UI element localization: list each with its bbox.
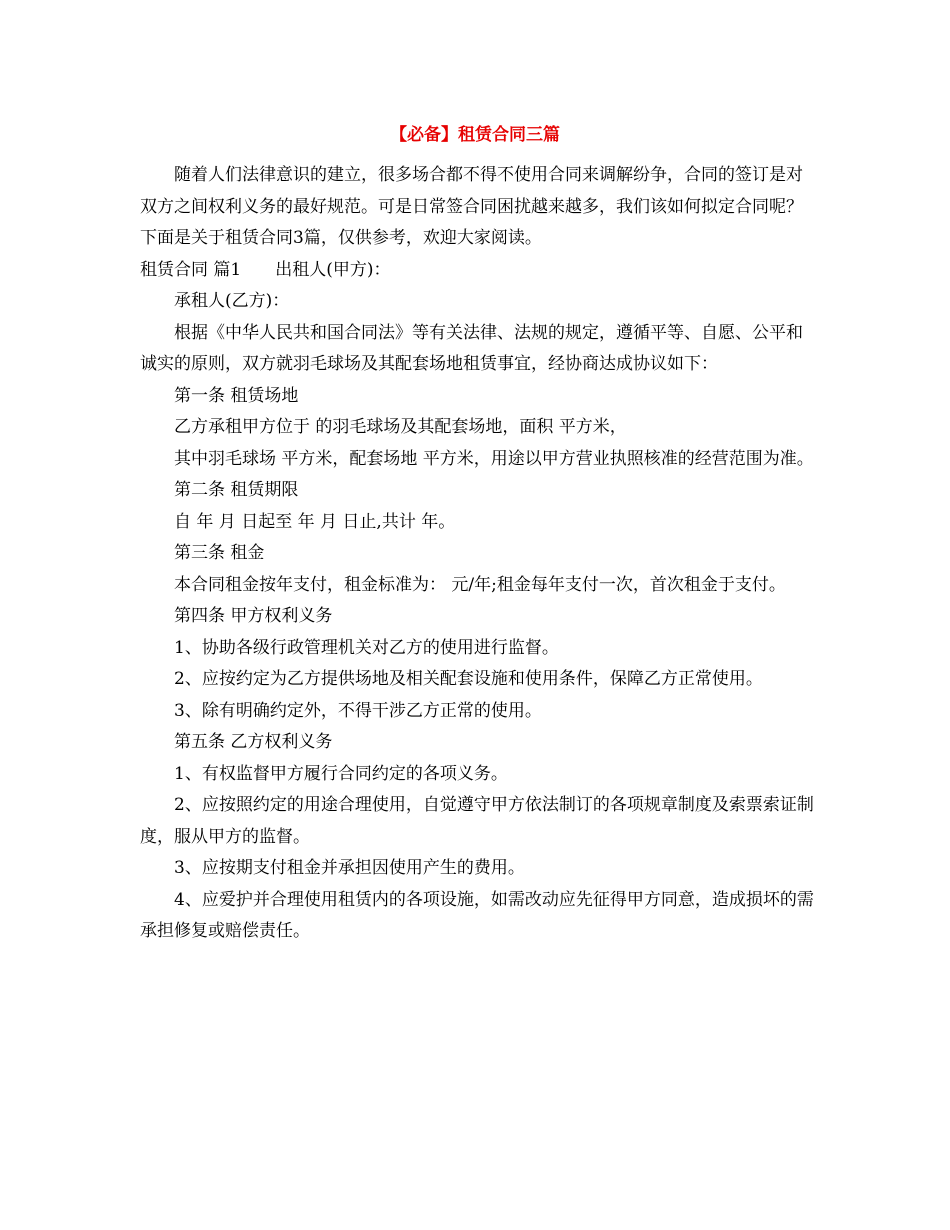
article-3-paragraph-1: 本合同租金按年支付，租金标准为： 元/年;租金每年支付一次，首次租金于支付。 [174,574,786,595]
article-2-paragraph-1: 自 年 月 日起至 年 月 日止,共计 年。 [174,511,456,532]
article-5-title: 第五条 乙方权利义务 [174,732,333,752]
lessor-label: 出租人(甲方)： [275,259,391,280]
section-heading: 租赁合同 篇1 [140,259,242,280]
article-5-item: 3、应按期支付租金并承担因使用产生的费用。 [174,858,525,878]
preamble-paragraph: 根据《中华人民共和国合同法》等有关法律、法规的规定，遵循平等、自愿、公平和诚实的原则，双方就羽毛球场及其配套场地租赁事宜，经协商达成协议如下： [140,322,803,374]
intro-paragraph: 随着人们法律意识的建立，很多场合都不得不使用合同来调解纷争，合同的签订是对双方之间权利义务的最好规范。可是日常签合同困扰越来越多，我们该如何拟定合同呢？下面是关于租赁合同3篇，仅供参考，欢迎大家阅读。 [140,165,803,248]
article-5-item: 2、应按照约定的用途合理使用，自觉遵守甲方依法制订的各项规章制度及索票索证制度，服从甲方的监督。 [140,795,814,847]
document-title: 【必备】租赁合同三篇 [390,125,560,145]
article-4-title: 第四条 甲方权利义务 [174,606,333,626]
article-1-paragraph-2: 其中羽毛球场 平方米，配套场地 平方米，用途以甲方营业执照核准的经营范围为准。 [174,448,814,469]
article-4-item: 3、除有明确约定外，不得干涉乙方正常的使用。 [174,700,542,721]
article-2-title: 第二条 租赁期限 [174,480,299,500]
article-4-item: 1、协助各级行政管理机关对乙方的使用进行监督。 [174,637,559,658]
document-body [140,160,818,948]
article-1-paragraph-1: 乙方承租甲方位于 的羽毛球场及其配套场地，面积 平方米， [174,417,627,437]
article-1-title: 第一条 租赁场地 [174,385,299,406]
article-5-item: 1、有权监督甲方履行合同约定的各项义务。 [174,763,508,784]
article-3-title: 第三条 租金 [174,543,265,563]
lessee-label: 承租人(乙方)： [174,291,290,311]
article-5-item: 4、应爱护并合理使用租赁内的各项设施，如需改动应先征得甲方同意，造成损坏的需承担修复或赔偿责任。 [140,889,814,941]
article-4-item: 2、应按约定为乙方提供场地及相关配套设施和使用条件，保障乙方正常使用。 [174,669,763,689]
section-heading-line [140,255,818,287]
